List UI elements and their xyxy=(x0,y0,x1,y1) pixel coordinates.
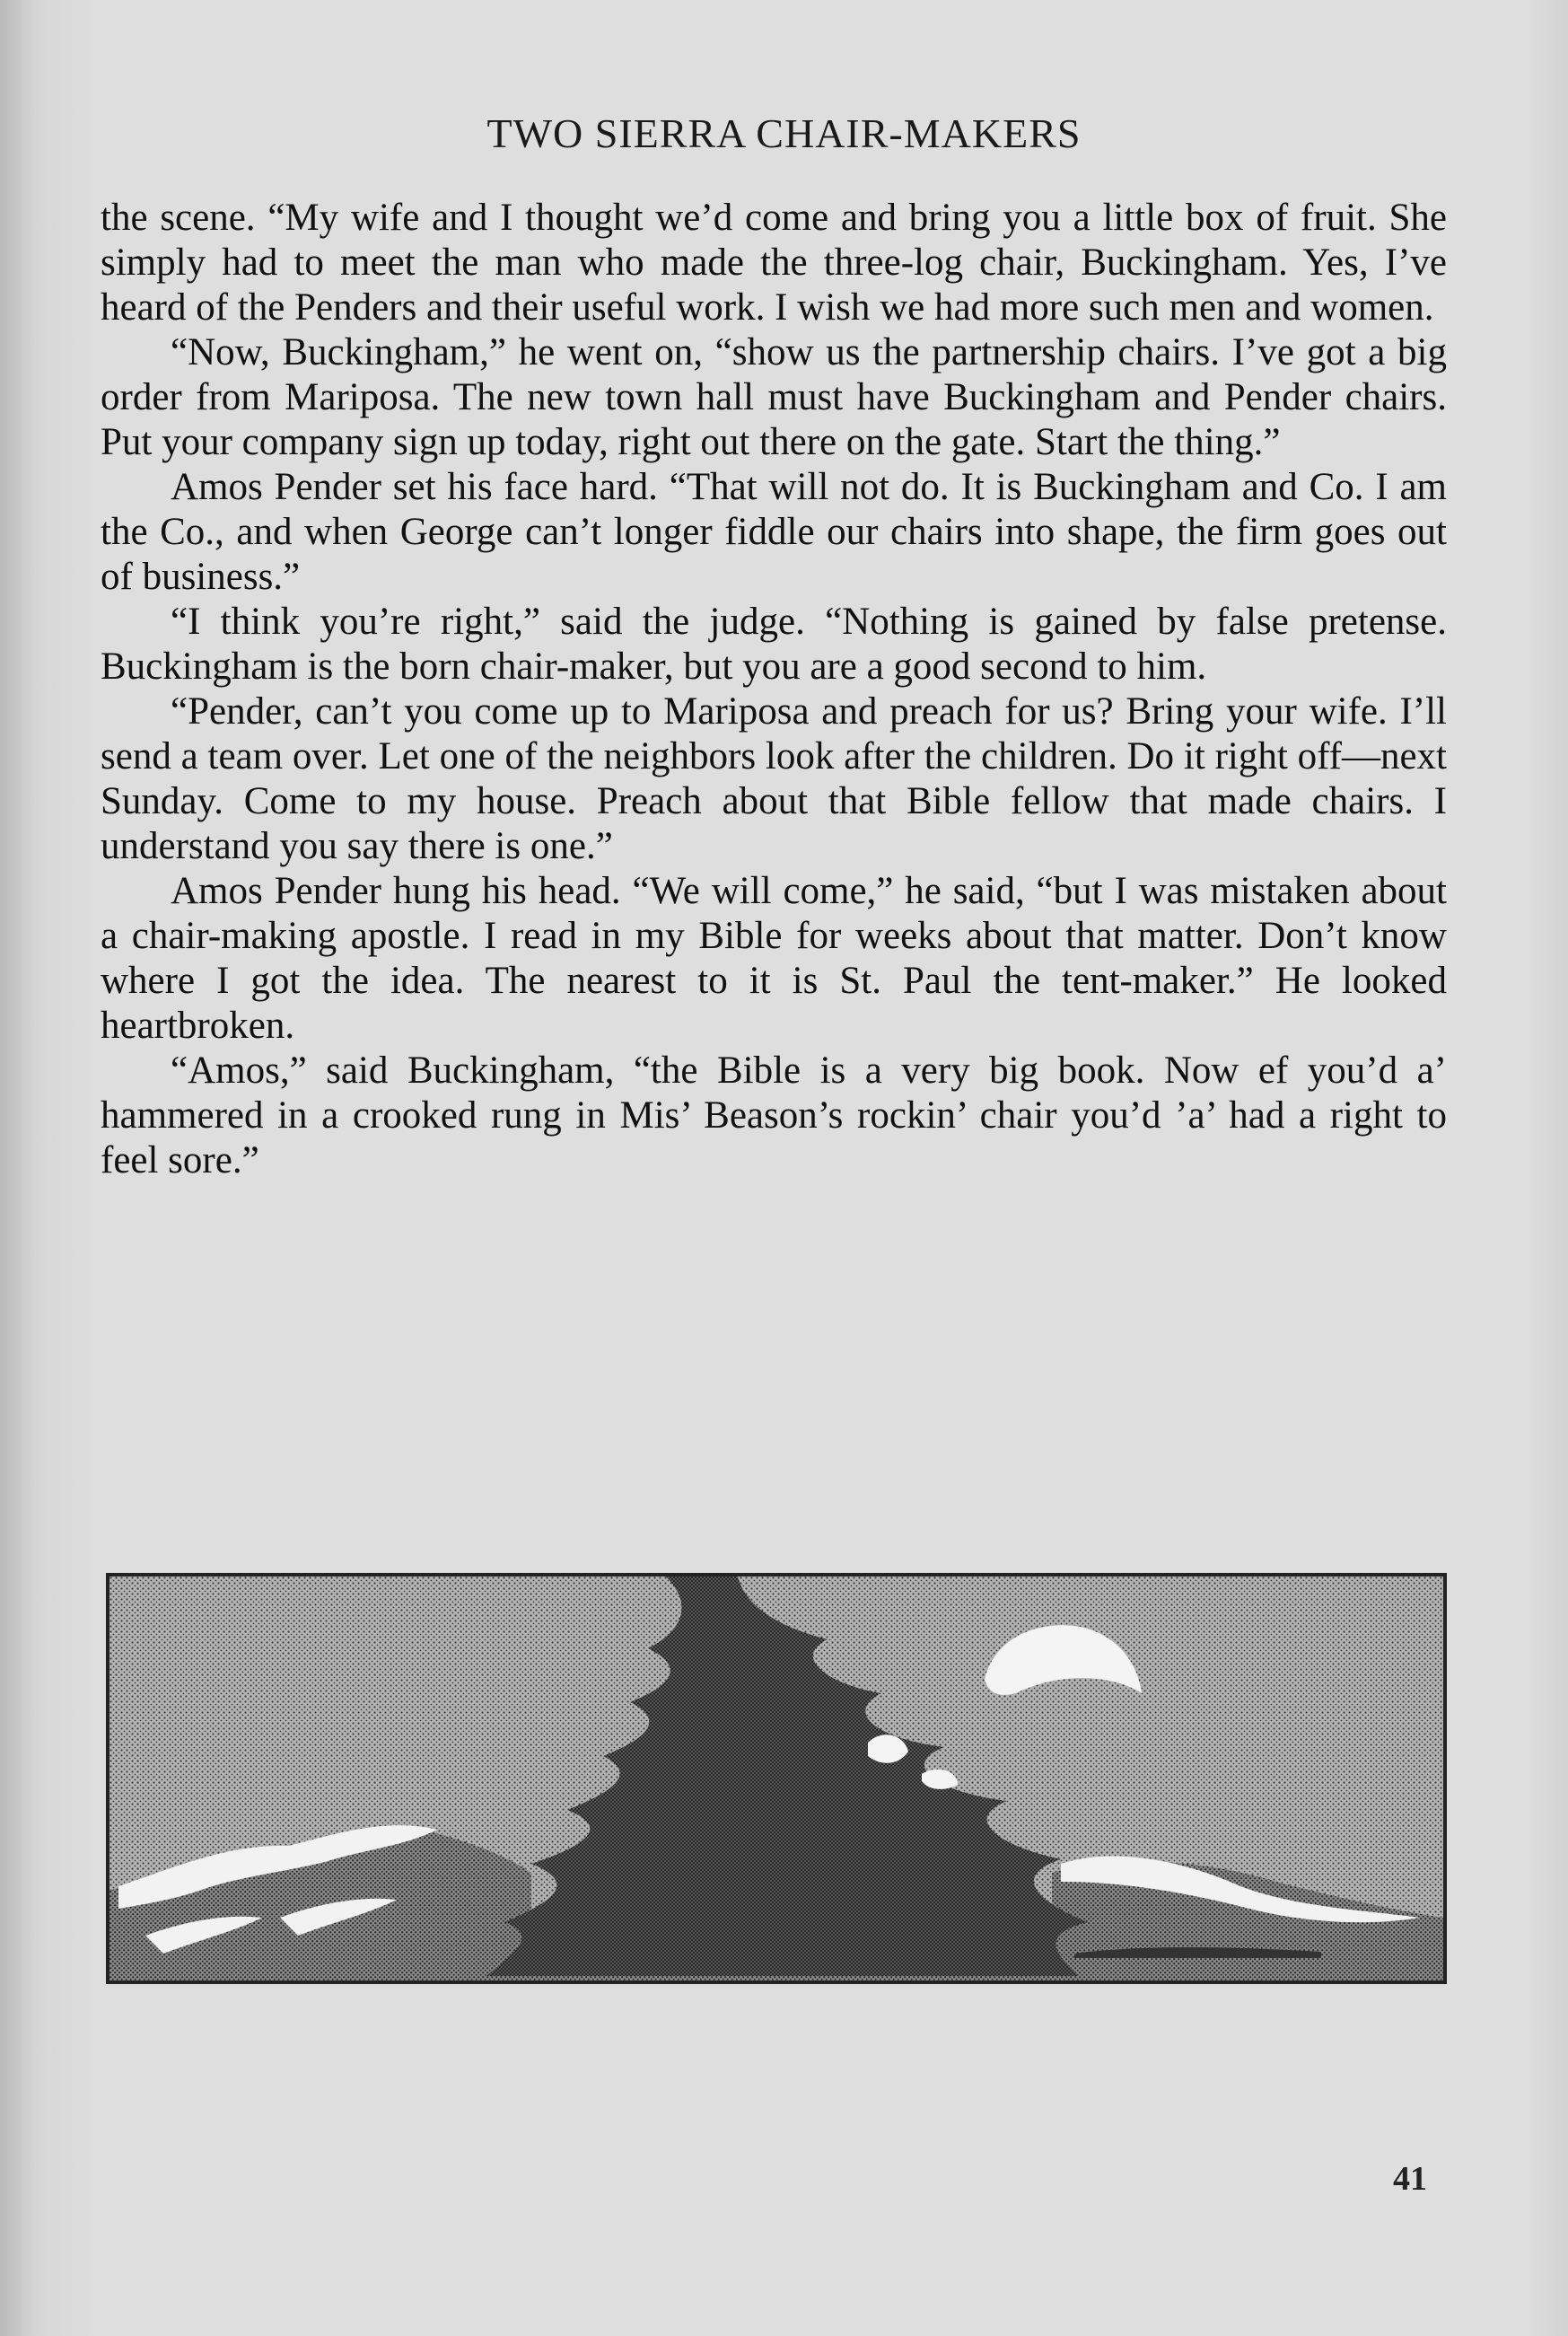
paragraph: Amos Pender set his face hard. “That will not do. It is Buckingham and Co. I am the Co., and when George can’t longer fiddle our chairs into shape, the firm goes out of business.” xyxy=(101,466,1447,598)
paragraph: “Now, Buckingham,” he went on, “show us the partnership chairs. I’ve got a big order from Mariposa. The new town hall must have Buckingham and Pender chairs. Put your company sign up today, right out there on the gate. Start the thing.” xyxy=(101,331,1447,463)
paragraph: “Pender, can’t you come up to Mariposa and preach for us? Bring your wife. I’ll send a team over. Let one of the neighbors look after the children. Do it right off—next Sunday. Come to my house. Preach about that Bible fellow that made chairs. I understand you say there is one.” xyxy=(101,690,1447,867)
page-number: 41 xyxy=(1393,2160,1427,2198)
paragraph: “Amos,” said Buckingham, “the Bible is a very big book. Now ef you’d a’ hammered in a crooked rung in Mis’ Beason’s rockin’ chair you’d ’a’ had a right to feel sore.” xyxy=(101,1049,1447,1181)
landscape-illustration xyxy=(106,1573,1447,1984)
body-text xyxy=(101,196,1447,1183)
paragraph: “I think you’re right,” said the judge. “Nothing is gained by false pretense. Buckingham is the born chair-maker, but you are a good second to him. xyxy=(101,601,1447,688)
paragraph: the scene. “My wife and I thought we’d come and bring you a little box of fruit. She simply had to meet the man who made the three-log chair, Buckingham. Yes, I’ve heard of the Penders and their useful work. I wish we had more such men and women. xyxy=(101,197,1447,329)
pine-tree-moon-illustration xyxy=(109,1576,1443,1980)
paragraph: Amos Pender hung his head. “We will come,” he said, “but I was mistaken about a chair-making apostle. I read in my Bible for weeks about that matter. Don’t know where I got the idea. The nearest to it is St. Paul the tent-maker.” He looked heartbroken. xyxy=(101,870,1447,1047)
running-head-title: TWO SIERRA CHAIR-MAKERS xyxy=(486,110,1082,156)
